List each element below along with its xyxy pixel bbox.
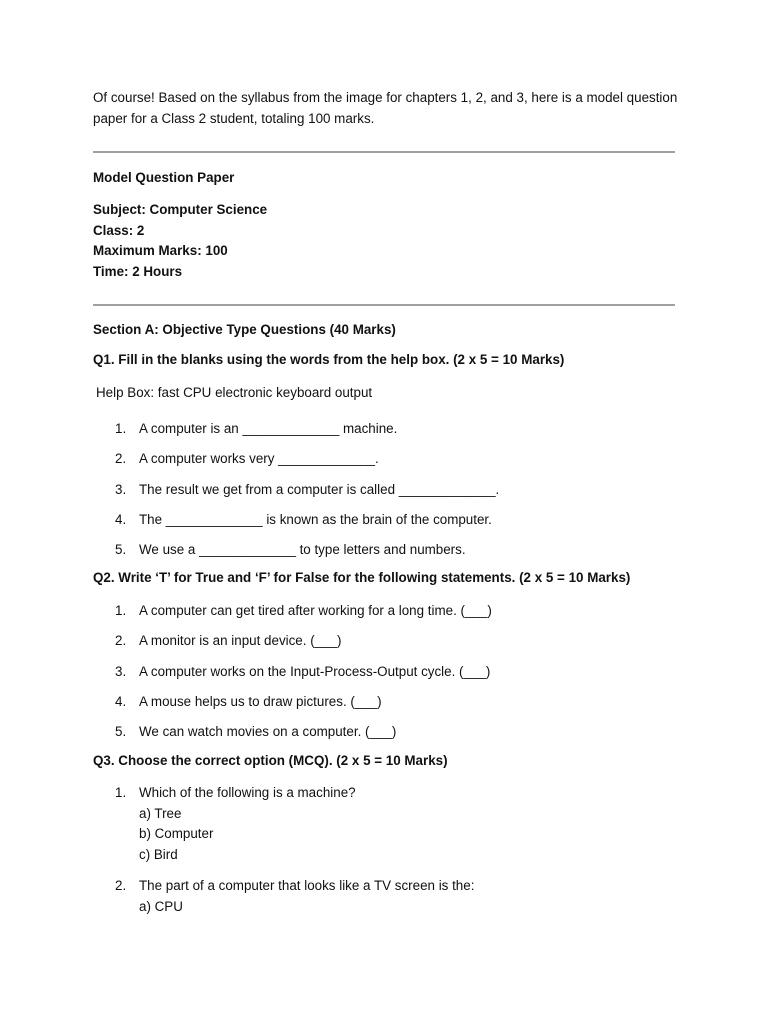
item-number: 2.	[115, 878, 127, 893]
list-item	[115, 783, 356, 866]
option-a: a) CPU	[139, 898, 183, 914]
option-a: a) Tree	[139, 805, 182, 821]
paper-title: Model Question Paper	[93, 170, 235, 185]
list-item	[115, 480, 500, 501]
item-number: 1.	[115, 603, 127, 618]
list-item	[115, 692, 382, 713]
item-number: 4.	[115, 512, 127, 527]
max-marks-line: Maximum Marks: 100	[93, 243, 228, 259]
item-text: The result we get from a computer is called _____________.	[139, 482, 500, 497]
list-item	[115, 601, 492, 622]
option-b: b) Computer	[139, 826, 214, 842]
help-box: Help Box: fast CPU electronic keyboard output	[96, 385, 373, 400]
item-text: A mouse helps us to draw pictures. (___)	[139, 694, 382, 709]
item-number: 3.	[115, 482, 127, 497]
list-item	[115, 449, 379, 470]
class-line: Class: 2	[93, 222, 145, 238]
list-item	[115, 876, 475, 917]
item-text: A monitor is an input device. (___)	[139, 633, 342, 648]
section-a-title: Section A: Objective Type Questions (40 Marks)	[93, 322, 396, 337]
item-text: A computer works very _____________.	[139, 451, 379, 466]
item-text: We can watch movies on a computer. (___)	[139, 724, 397, 739]
q3-title: Q3. Choose the correct option (MCQ). (2 x 5 = 10 Marks)	[93, 753, 448, 768]
item-number: 1.	[115, 421, 127, 436]
intro-paragraph: Of course! Based on the syllabus from the image for chapters 1, 2, and 3, here is a model question paper for a Class 2 student, totaling 100 marks.	[93, 90, 678, 126]
list-item	[115, 722, 397, 743]
item-number: 2.	[115, 633, 127, 648]
item-text: A computer works on the Input-Process-Output cycle. (___)	[139, 664, 491, 679]
item-text: We use a _____________ to type letters and numbers.	[139, 542, 466, 557]
option-c: c) Bird	[139, 847, 178, 863]
item-text: Which of the following is a machine?	[139, 785, 356, 800]
item-number: 5.	[115, 542, 127, 557]
q1-title: Q1. Fill in the blanks using the words from the help box. (2 x 5 = 10 Marks)	[93, 352, 565, 367]
list-item	[115, 631, 342, 652]
list-item	[115, 419, 398, 440]
item-text: The part of a computer that looks like a TV screen is the:	[139, 878, 475, 893]
item-text: A computer is an _____________ machine.	[139, 421, 398, 436]
divider-2	[93, 304, 675, 306]
q2-title: Q2. Write ‘T’ for True and ‘F’ for False for the following statements. (2 x 5 = 10 Marks)	[93, 570, 631, 585]
item-number: 3.	[115, 664, 127, 679]
paper-details	[93, 200, 267, 283]
item-text: The _____________ is known as the brain of the computer.	[139, 512, 492, 527]
subject-line: Subject: Computer Science	[93, 202, 268, 217]
list-item	[115, 540, 466, 561]
item-number: 1.	[115, 785, 127, 800]
item-number: 5.	[115, 724, 127, 739]
divider-1	[93, 151, 675, 153]
item-number: 4.	[115, 694, 127, 709]
time-line: Time: 2 Hours	[93, 264, 183, 280]
item-number: 2.	[115, 451, 127, 466]
list-item	[115, 510, 492, 531]
list-item	[115, 662, 491, 683]
item-text: A computer can get tired after working for a long time. (___)	[139, 603, 492, 618]
